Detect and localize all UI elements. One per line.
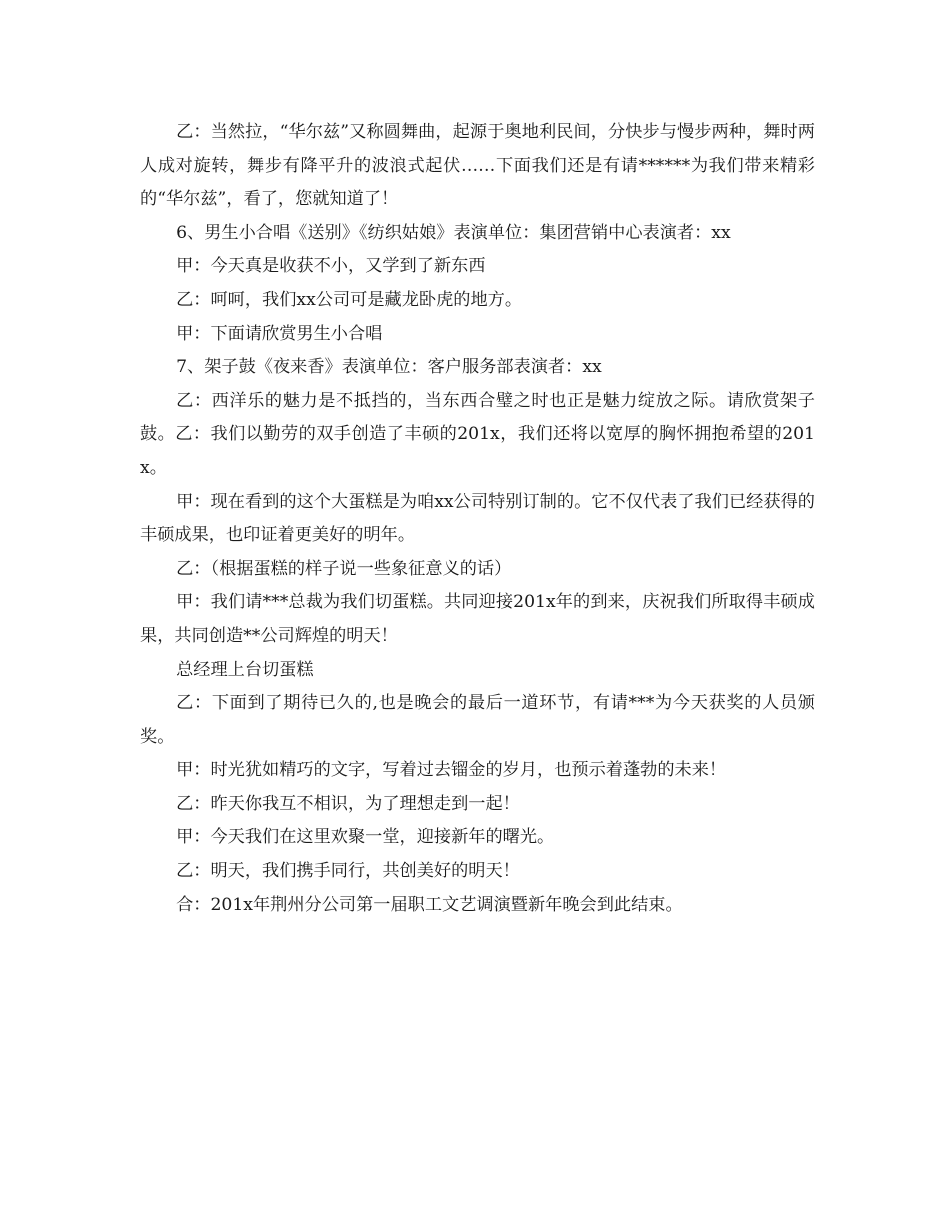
paragraph-waltz-intro: 乙：当然拉，“华尔兹”又称圆舞曲，起源于奥地利民间，分快步与慢步两种，舞时两人成对旋转，舞步有降平升的波浪式起伏……下面我们还是有请******为我们带来精彩的“华尔兹”，看了，您就知道了！ bbox=[140, 122, 815, 210]
paragraph-jia-today: 甲：今天我们在这里欢聚一堂，迎接新年的曙光。 bbox=[176, 827, 555, 848]
paragraph-jia-harvest: 甲：今天真是收获不小，又学到了新东西 bbox=[176, 256, 486, 277]
paragraph-jia-chorus: 甲：下面请欣赏男生小合唱 bbox=[176, 323, 383, 344]
paragraph-yi-awards: 乙：下面到了期待已久的,也是晚会的最后一道环节，有请***为今天获奖的人员颁奖。 bbox=[140, 693, 815, 747]
paragraph-program-6: 6、男生小合唱《送别》《纺织姑娘》表演单位：集团营销中心表演者：xx bbox=[176, 222, 731, 243]
paragraph-yi-drums: 乙：西洋乐的魅力是不抵挡的，当东西合璧之时也正是魅力绽放之际。请欣赏架子鼓。乙：我们以勤劳的双手创造了丰硕的201x，我们还将以宽厚的胸怀拥抱希望的201x。 bbox=[140, 390, 815, 478]
document-body bbox=[140, 116, 815, 922]
paragraph-yi-cake-note: 乙：（根据蛋糕的样子说一些象征意义的话） bbox=[176, 558, 512, 579]
paragraph-jia-time: 甲：时光犹如精巧的文字，写着过去镏金的岁月，也预示着蓬勃的未来！ bbox=[176, 760, 727, 781]
paragraph-closing: 合：201x年荆州分公司第一届职工文艺调演暨新年晚会到此结束。 bbox=[176, 894, 683, 915]
paragraph-jia-cut-cake: 甲：我们请***总裁为我们切蛋糕。共同迎接201x年的到来，庆祝我们所取得丰硕成果，共同创造**公司辉煌的明天！ bbox=[140, 592, 815, 646]
paragraph-yi-yesterday: 乙：昨天你我互不相识，为了理想走到一起！ bbox=[176, 793, 520, 814]
paragraph-program-7: 7、架子鼓《夜来香》表演单位：客户服务部表演者：xx bbox=[176, 357, 602, 378]
paragraph-yi-tomorrow: 乙：明天，我们携手同行，共创美好的明天！ bbox=[176, 861, 520, 882]
paragraph-yi-company: 乙：呵呵，我们xx公司可是藏龙卧虎的地方。 bbox=[176, 289, 523, 310]
paragraph-jia-cake: 甲：现在看到的这个大蛋糕是为咱xx公司特别订制的。它不仅代表了我们已经获得的丰硕成果，也印证着更美好的明年。 bbox=[140, 491, 815, 546]
paragraph-gm-cut-cake: 总经理上台切蛋糕 bbox=[176, 659, 314, 680]
